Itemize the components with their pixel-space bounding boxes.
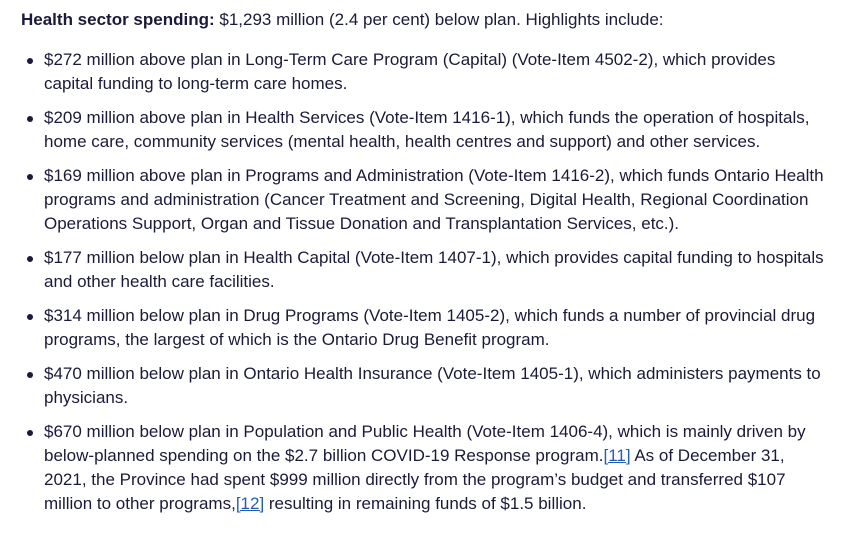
intro-text: $1,293 million (2.4 per cent) below plan. Highlights include: — [214, 10, 664, 29]
bullet-icon — [27, 116, 33, 122]
list-item-text: $177 million below plan in Health Capital (Vote-Item 1407-1), which provides capital funding to hospitals and other health care facilities. — [44, 248, 824, 291]
list-item — [21, 246, 828, 294]
list-item-text: $314 million below plan in Drug Programs (Vote-Item 1405-2), which funds a number of provincial drug programs, the largest of which is the Ontario Drug Benefit program. — [44, 306, 816, 349]
bullet-icon — [27, 174, 33, 180]
bullet-icon — [27, 372, 33, 378]
intro-label: Health sector spending: — [21, 10, 215, 29]
bullet-icon — [27, 314, 33, 320]
list-item-text-part3: resulting in remaining funds of $1.5 billion. — [264, 494, 587, 513]
bullet-icon — [27, 430, 33, 436]
footnote-link-11[interactable]: [11] — [603, 446, 631, 465]
list-item-text-part1: $670 million below plan in Population and Public Health (Vote-Item 1406-4), which is mainly driven by below-planned spending on the $2.7 billion COVID-19 Response program. — [44, 422, 806, 465]
list-item — [21, 362, 828, 410]
intro-paragraph — [21, 8, 828, 32]
bullet-icon — [27, 256, 33, 262]
list-item — [21, 164, 828, 236]
list-item — [21, 304, 828, 352]
list-item-text: $470 million below plan in Ontario Health Insurance (Vote-Item 1405-1), which administers payments to physicians. — [44, 364, 821, 407]
list-item — [21, 106, 828, 154]
list-item-text: $272 million above plan in Long-Term Care Program (Capital) (Vote-Item 4502-2), which provides capital funding to long-term care homes. — [44, 50, 776, 93]
list-item-text-part2: As of December 31, 2021, the Province had spent $999 million directly from the program’s budget and transferred $107 million to other programs, — [44, 446, 786, 513]
highlights-list — [21, 48, 828, 516]
list-item-text: $209 million above plan in Health Services (Vote-Item 1416-1), which funds the operation of hospitals, home care, community services (mental health, health centres and support) and other services. — [44, 108, 810, 151]
list-item — [21, 48, 828, 96]
bullet-icon — [27, 58, 33, 64]
list-item-text: $169 million above plan in Programs and Administration (Vote-Item 1416-2), which funds Ontario Health programs and administration (Cancer Treatment and Screening, Digital Health, Regional Coordination Operations Support, Organ and Tissue Donation and Transplantation Services, etc.). — [44, 166, 824, 233]
footnote-link-12[interactable]: [12] — [235, 494, 265, 513]
list-item-covid — [21, 420, 828, 516]
